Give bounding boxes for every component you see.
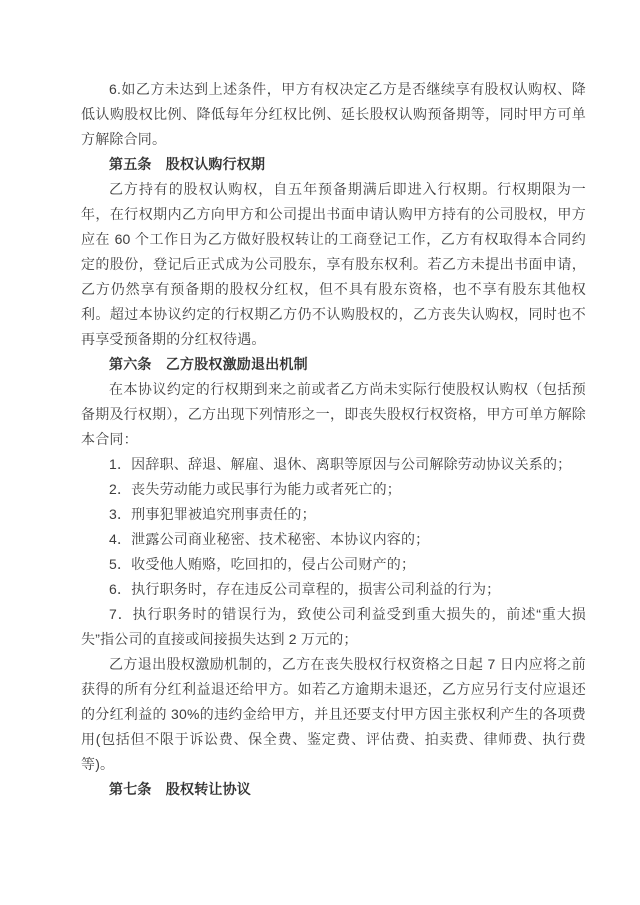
list-item: 6．执行职务时，存在违反公司章程的，损害公司利益的行为；	[109, 581, 501, 597]
document-paragraph: 乙方退出股权激励机制的，乙方在丧失股权行权资格之日起 7 日内应将之前获得的所有分红利益退还给甲方。如若乙方逾期未退还，乙方应另行支付应退还的分红利益的 30%的违约金给甲方，并且还要支付甲方因主张权利产生的各项费用(包括但不限于诉讼费、保全费、鉴定费、评估费、拍卖费、律师费、执行费等)。	[81, 656, 586, 772]
list-item: 7．执行职务时的错误行为，致使公司利益受到重大损失的，前述“重大损失”指公司的直接或间接损失达到 2 万元的；	[81, 606, 586, 647]
list-item: 1．因辞职、辞退、解雇、退休、离职等原因与公司解除劳动协议关系的；	[109, 456, 572, 472]
list-item: 2．丧失劳动能力或民事行为能力或者死亡的；	[109, 481, 401, 497]
section-heading: 第七条 股权转让协议	[109, 781, 251, 797]
document-content	[81, 77, 586, 802]
section-heading: 第六条 乙方股权激励退出机制	[109, 356, 308, 372]
section-heading: 第五条 股权认购行权期	[109, 156, 266, 172]
document-paragraph: 在本协议约定的行权期到来之前或者乙方尚未实际行使股权认购权（包括预备期及行权期），乙方出现下列情形之一，即丧失股权行权资格，甲方可单方解除本合同：	[81, 381, 586, 447]
document-paragraph: 6.如乙方未达到上述条件，甲方有权决定乙方是否继续享有股权认购权、降低认购股权比例、降低每年分红权比例、延长股权认购预备期等，同时甲方可单方解除合同。	[81, 81, 586, 147]
list-item: 3．刑事犯罪被追究刑事责任的；	[109, 506, 316, 522]
list-item: 5．收受他人贿赂，吃回扣的，侵占公司财产的；	[109, 556, 416, 572]
list-item: 4．泄露公司商业秘密、技术秘密、本协议内容的；	[109, 531, 430, 547]
document-paragraph: 乙方持有的股权认购权，自五年预备期满后即进入行权期。行权期限为一年，在行权期内乙方向甲方和公司提出书面申请认购甲方持有的公司股权，甲方应在 60 个工作日为乙方做好股权转让的工商登记工作，乙方有权取得本合同约定的股份，登记后正式成为公司股东，享有股东权利。若乙方未提出书面申请，乙方仍然享有预备期的股权分红权，但不具有股东资格，也不享有股东其他权利。超过本协议约定的行权期乙方仍不认购股权的，乙方丧失认购权，同时也不再享受预备期的分红权待遇。	[81, 181, 586, 347]
